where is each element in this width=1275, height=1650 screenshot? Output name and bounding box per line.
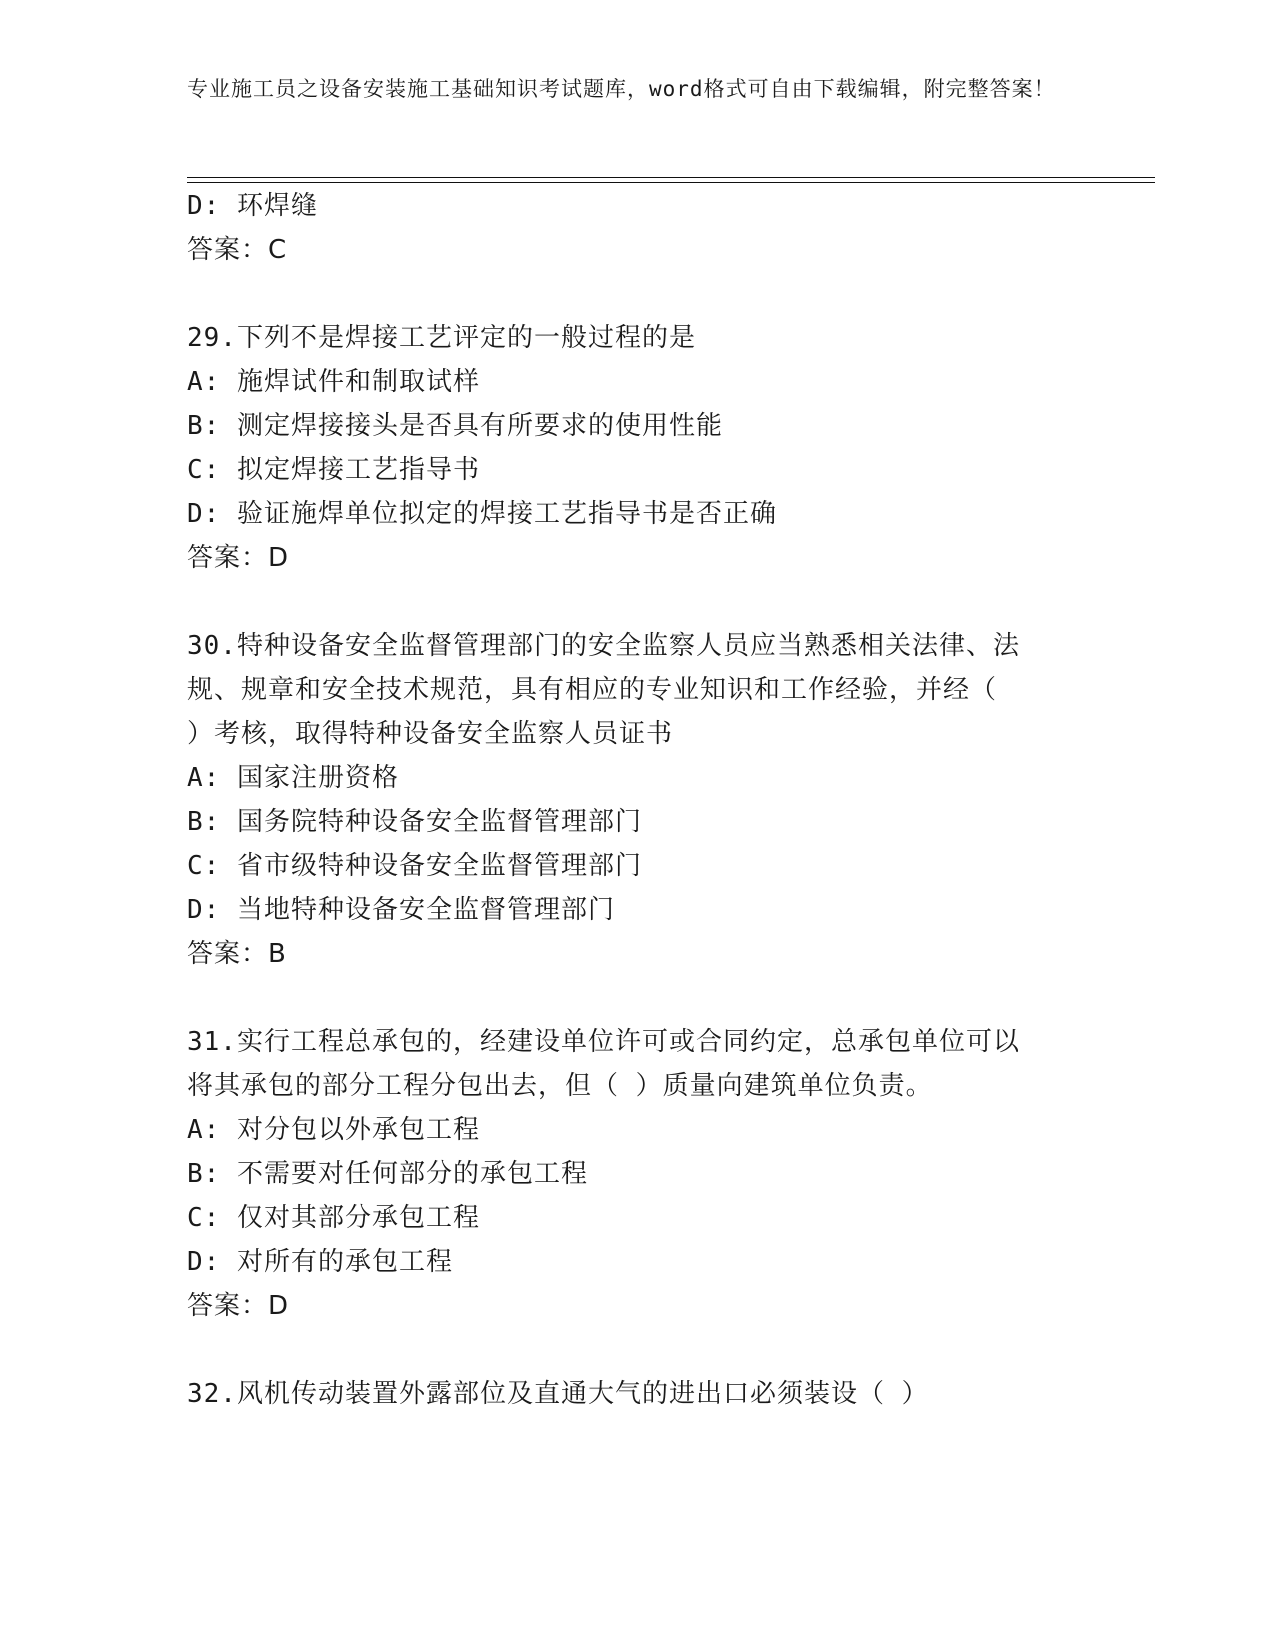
header-divider-bottom [187,182,1155,183]
q30-option-a: A: 国家注册资格 [187,763,399,793]
q29-option-c: C: 拟定焊接工艺指导书 [187,455,480,485]
q31-answer: 答案：D [187,1291,290,1321]
q31-question-line2: 将其承包的部分工程分包出去，但（ ）质量向建筑单位负责。 [187,1071,933,1101]
q31-option-a: A: 对分包以外承包工程 [187,1115,480,1145]
q29-option-d: D: 验证施焊单位拟定的焊接工艺指导书是否正确 [187,499,777,529]
q28-answer: 答案：C [187,235,288,265]
q29-answer: 答案：D [187,543,290,573]
q30-question-line1: 30.特种设备安全监督管理部门的安全监察人员应当熟悉相关法律、法 [187,631,1020,661]
header-divider-top [187,177,1155,178]
page-header: 专业施工员之设备安装施工基础知识考试题库，word格式可自由下载编辑，附完整答案！ [187,77,1056,101]
q31-option-b: B: 不需要对任何部分的承包工程 [187,1159,588,1189]
q30-question-line3: ）考核，取得特种设备安全监察人员证书 [187,719,674,749]
q30-answer: 答案：B [187,939,287,969]
q31-option-c: C: 仅对其部分承包工程 [187,1203,480,1233]
q30-option-d: D: 当地特种设备安全监督管理部门 [187,895,615,925]
q30-option-c: C: 省市级特种设备安全监督管理部门 [187,851,642,881]
q32-question: 32.风机传动装置外露部位及直通大气的进出口必须装设（ ） [187,1379,929,1409]
q31-question-line1: 31.实行工程总承包的，经建设单位许可或合同约定，总承包单位可以 [187,1027,1020,1057]
q31-option-d: D: 对所有的承包工程 [187,1247,453,1277]
q29-question: 29.下列不是焊接工艺评定的一般过程的是 [187,323,696,353]
q30-question-line2: 规、规章和安全技术规范，具有相应的专业知识和工作经验，并经（ [187,675,998,705]
q29-option-b: B: 测定焊接接头是否具有所要求的使用性能 [187,411,723,441]
q28-option-d: D: 环焊缝 [187,191,318,221]
q29-option-a: A: 施焊试件和制取试样 [187,367,480,397]
q30-option-b: B: 国务院特种设备安全监督管理部门 [187,807,642,837]
